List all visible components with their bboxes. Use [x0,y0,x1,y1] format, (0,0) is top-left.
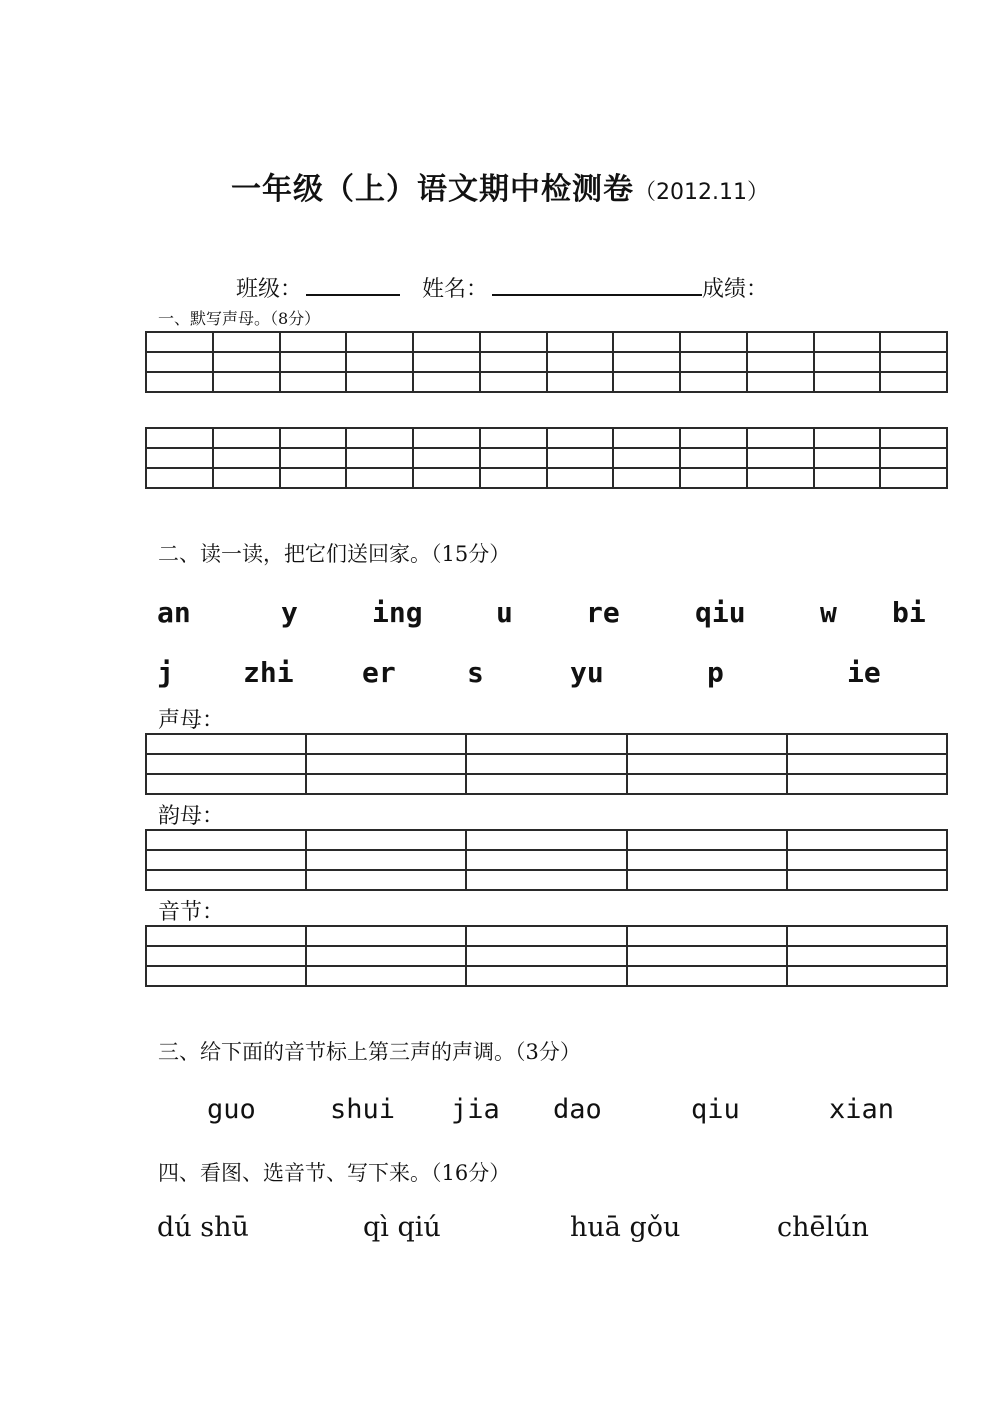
finals-grid[interactable] [145,829,948,891]
grid-cell[interactable] [466,926,626,946]
grid-cell[interactable] [146,372,213,392]
score-label: 成绩： [702,277,769,302]
grid-cell[interactable] [814,448,881,468]
grid-row [146,372,947,392]
student-info-row [236,272,768,303]
grid-cell[interactable] [346,372,413,392]
grid-cell[interactable] [280,428,347,448]
pinyin-item: zhi [243,656,294,689]
grid-cell[interactable] [627,754,787,774]
syllables-label: 音节： [158,900,225,925]
grid-cell[interactable] [814,428,881,448]
grid-cell[interactable] [280,448,347,468]
pinyin-item: ie [847,656,881,689]
grid-cell[interactable] [747,332,814,352]
grid-cell[interactable] [880,468,947,488]
grid-cell[interactable] [787,946,947,966]
grid-cell[interactable] [466,774,626,794]
title-date: （2012.11） [634,180,769,205]
grid-cell[interactable] [146,774,306,794]
name-blank[interactable] [492,274,702,296]
grid-cell[interactable] [466,870,626,890]
grid-cell[interactable] [747,372,814,392]
grid-cell[interactable] [880,448,947,468]
grid-cell[interactable] [747,448,814,468]
grid-cell[interactable] [146,850,306,870]
grid-cell[interactable] [306,830,466,850]
grid-cell[interactable] [280,468,347,488]
grid-cell[interactable] [627,946,787,966]
grid-cell[interactable] [627,830,787,850]
tone-syllable: jia [451,1094,500,1125]
writing-grid-1[interactable] [145,331,948,393]
grid-row [146,966,947,986]
grid-cell[interactable] [627,774,787,794]
grid-row [146,754,947,774]
grid-cell[interactable] [814,468,881,488]
grid-cell[interactable] [547,468,614,488]
grid-cell[interactable] [413,428,480,448]
name-label: 姓名： [422,277,489,302]
grid-cell[interactable] [413,332,480,352]
grid-cell[interactable] [213,428,280,448]
pinyin-item: y [281,596,298,629]
grid-cell[interactable] [680,468,747,488]
grid-cell[interactable] [814,352,881,372]
grid-cell[interactable] [547,428,614,448]
pinyin-item: yu [570,656,604,689]
grid-cell[interactable] [306,774,466,794]
grid-cell[interactable] [213,352,280,372]
page-title [0,164,1000,208]
grid-cell[interactable] [680,428,747,448]
grid-cell[interactable] [787,850,947,870]
grid-cell[interactable] [306,850,466,870]
grid-cell[interactable] [146,754,306,774]
grid-cell[interactable] [787,830,947,850]
grid-cell[interactable] [213,448,280,468]
grid-cell[interactable] [787,754,947,774]
grid-row [146,332,947,352]
grid-cell[interactable] [547,372,614,392]
grid-cell[interactable] [306,870,466,890]
grid-cell[interactable] [146,830,306,850]
tone-syllable: dao [553,1094,602,1125]
pinyin-item: qiu [695,596,746,629]
grid-cell[interactable] [627,870,787,890]
grid-cell[interactable] [787,926,947,946]
pinyin-item: u [496,596,513,629]
picture-word: chēlún [777,1212,869,1243]
grid-cell[interactable] [146,946,306,966]
grid-cell[interactable] [466,966,626,986]
grid-cell[interactable] [306,926,466,946]
grid-cell[interactable] [413,352,480,372]
grid-cell[interactable] [413,372,480,392]
grid-cell[interactable] [146,448,213,468]
grid-cell[interactable] [213,332,280,352]
pinyin-item: an [157,596,191,629]
grid-cell[interactable] [146,734,306,754]
grid-row [146,734,947,754]
grid-cell[interactable] [680,372,747,392]
class-label: 班级： [236,277,303,302]
grid-cell[interactable] [613,332,680,352]
grid-cell[interactable] [466,754,626,774]
grid-cell[interactable] [346,332,413,352]
grid-cell[interactable] [146,468,213,488]
grid-cell[interactable] [466,850,626,870]
picture-word: dú shū [157,1212,249,1243]
grid-cell[interactable] [146,428,213,448]
grid-cell[interactable] [680,352,747,372]
grid-cell[interactable] [627,966,787,986]
grid-cell[interactable] [280,352,347,372]
grid-row [146,468,947,488]
grid-cell[interactable] [480,428,547,448]
grid-cell[interactable] [480,332,547,352]
grid-cell[interactable] [306,946,466,966]
grid-cell[interactable] [480,468,547,488]
pinyin-item: ing [372,596,423,629]
grid-cell[interactable] [547,352,614,372]
grid-cell[interactable] [547,332,614,352]
writing-grid-2[interactable] [145,427,948,489]
grid-row [146,352,947,372]
tone-syllable: shui [330,1094,396,1125]
initials-label: 声母： [158,708,225,733]
grid-cell[interactable] [747,428,814,448]
grid-cell[interactable] [880,352,947,372]
grid-cell[interactable] [213,468,280,488]
grid-row [146,850,947,870]
grid-cell[interactable] [627,734,787,754]
grid-cell[interactable] [787,734,947,754]
finals-label: 韵母： [158,804,225,829]
tone-syllable: xian [829,1094,895,1125]
grid-cell[interactable] [613,468,680,488]
grid-row [146,926,947,946]
section1-heading: 一、默写声母。（8分） [158,309,321,328]
grid-row [146,870,947,890]
grid-cell[interactable] [466,946,626,966]
grid-row [146,946,947,966]
pinyin-item: p [707,656,724,689]
picture-word: qì qiú [363,1212,441,1243]
grid-cell[interactable] [680,332,747,352]
section4-heading: 四、看图、选音节、写下来。（16分） [158,1161,511,1185]
pinyin-item: j [157,656,174,689]
grid-cell[interactable] [613,372,680,392]
grid-row [146,428,947,448]
grid-cell[interactable] [480,352,547,372]
grid-cell[interactable] [146,966,306,986]
grid-cell[interactable] [627,850,787,870]
grid-cell[interactable] [747,468,814,488]
section2-heading: 二、读一读，把它们送回家。（15分） [158,542,511,566]
initials-grid[interactable] [145,733,948,795]
pinyin-item: bi [892,596,926,629]
grid-cell[interactable] [280,372,347,392]
tone-syllable: qiu [691,1094,740,1125]
picture-word: huā gǒu [570,1212,681,1243]
grid-cell[interactable] [466,830,626,850]
grid-cell[interactable] [146,870,306,890]
grid-cell[interactable] [146,926,306,946]
grid-cell[interactable] [880,332,947,352]
title-main: 一年级（上）语文期中检测卷 [231,172,634,207]
grid-cell[interactable] [613,428,680,448]
grid-cell[interactable] [146,332,213,352]
grid-cell[interactable] [280,332,347,352]
grid-cell[interactable] [466,734,626,754]
grid-cell[interactable] [787,966,947,986]
grid-cell[interactable] [346,468,413,488]
grid-cell[interactable] [413,448,480,468]
grid-row [146,448,947,468]
grid-cell[interactable] [306,754,466,774]
section3-heading: 三、给下面的音节标上第三声的声调。（3分） [158,1040,581,1064]
grid-cell[interactable] [346,448,413,468]
grid-row [146,830,947,850]
grid-cell[interactable] [413,468,480,488]
grid-cell[interactable] [747,352,814,372]
grid-cell[interactable] [880,372,947,392]
grid-cell[interactable] [613,352,680,372]
grid-cell[interactable] [787,870,947,890]
tone-syllable: guo [207,1094,256,1125]
grid-cell[interactable] [787,774,947,794]
grid-cell[interactable] [306,966,466,986]
grid-cell[interactable] [480,372,547,392]
syllables-grid[interactable] [145,925,948,987]
grid-cell[interactable] [613,448,680,468]
grid-cell[interactable] [880,428,947,448]
pinyin-item: w [820,596,837,629]
pinyin-item: s [467,656,484,689]
grid-cell[interactable] [306,734,466,754]
grid-cell[interactable] [547,448,614,468]
pinyin-item: re [586,596,620,629]
grid-cell[interactable] [814,332,881,352]
grid-cell[interactable] [480,448,547,468]
grid-cell[interactable] [814,372,881,392]
grid-cell[interactable] [627,926,787,946]
grid-cell[interactable] [146,352,213,372]
grid-cell[interactable] [213,372,280,392]
class-blank[interactable] [306,274,400,296]
grid-cell[interactable] [346,352,413,372]
grid-row [146,774,947,794]
pinyin-item: er [362,656,396,689]
grid-cell[interactable] [346,428,413,448]
grid-cell[interactable] [680,448,747,468]
